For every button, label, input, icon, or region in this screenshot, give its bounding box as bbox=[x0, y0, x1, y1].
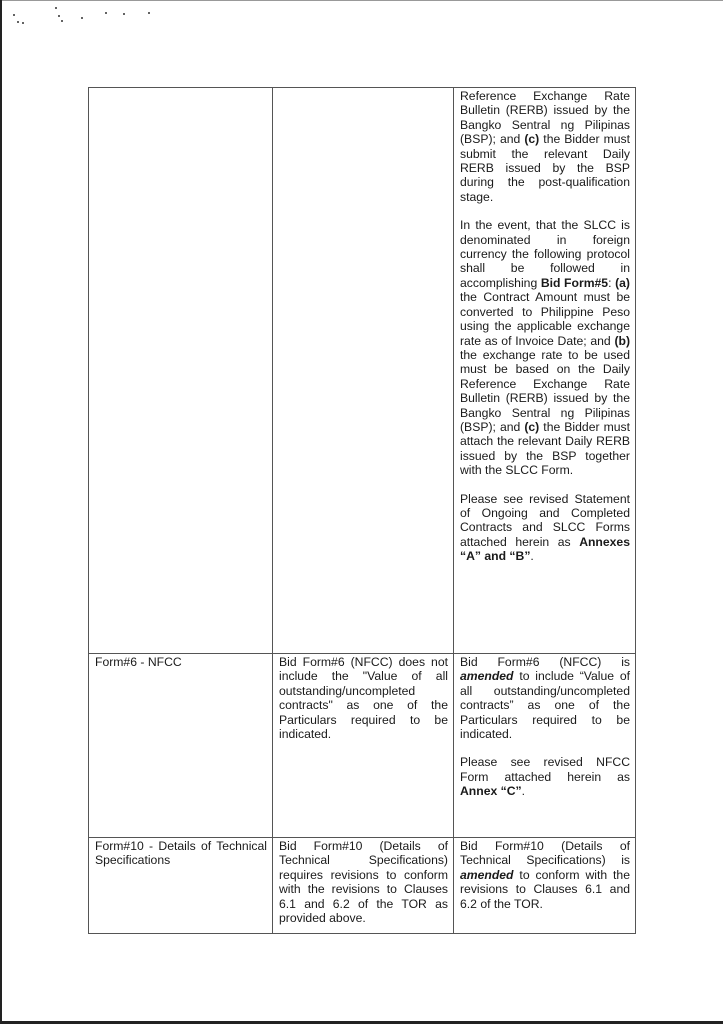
table-row bbox=[89, 654, 636, 838]
table-row bbox=[89, 88, 636, 654]
item-cell: Form#10 - Details of Technical Specifications bbox=[89, 838, 273, 934]
amendment-paragraph: Please see revised NFCC Form attached herein as Annex “C”. bbox=[460, 755, 630, 799]
amendment-cell bbox=[454, 838, 636, 934]
table-row bbox=[89, 838, 636, 934]
page-left-edge bbox=[0, 0, 2, 1024]
amendment-cell bbox=[454, 654, 636, 838]
amendment-cell bbox=[454, 88, 636, 654]
amendment-paragraph: In the event, that the SLCC is denominated in foreign currency the following protocol shall be followed in accomplishing Bid Form#5: (a) the Contract Amount must be converted to Philippine Peso using the applicable exchange rate as of Invoice Date; and (b) the exchange rate to be used must be based on the Daily Reference Exchange Rate Bulletin (RERB) issued by the Bangko Sentral ng Pilipinas (BSP); and (c) the Bidder must attach the relevant Daily RERB issued by the BSP together with the SLCC Form. bbox=[460, 218, 630, 478]
original-provision-cell: Bid Form#10 (Details of Technical Specifications) requires revisions to conform with the revisions to Clauses 6.1 and 6.2 of the TOR as provided above. bbox=[273, 838, 454, 934]
item-cell bbox=[89, 88, 273, 654]
page-top-edge bbox=[0, 0, 723, 1]
amendment-paragraph: Bid Form#6 (NFCC) is amended to include “Value of all outstanding/uncompleted contracts” as one of the Particulars required to be indicated. bbox=[460, 655, 630, 742]
original-provision-cell: Bid Form#6 (NFCC) does not include the "Value of all outstanding/uncompleted contracts" as one of the Particulars required to be indicated. bbox=[273, 654, 454, 838]
item-cell: Form#6 - NFCC bbox=[89, 654, 273, 838]
amendment-paragraph: Reference Exchange Rate Bulletin (RERB) issued by the Bangko Sentral ng Pilipinas (BSP); and (c) the Bidder must submit the relevant Daily RERB issued by the BSP during the post-qualification stage. bbox=[460, 89, 630, 204]
original-provision-cell bbox=[273, 88, 454, 654]
amendment-paragraph: Bid Form#10 (Details of Technical Specifications) is amended to conform with the revisions to Clauses 6.1 and 6.2 of the TOR. bbox=[460, 839, 630, 911]
amendment-table bbox=[88, 87, 636, 934]
amendment-paragraph: Please see revised Statement of Ongoing and Completed Contracts and SLCC Forms attached herein as Annexes “A” and “B”. bbox=[460, 491, 630, 564]
scan-artifacts bbox=[8, 6, 168, 32]
